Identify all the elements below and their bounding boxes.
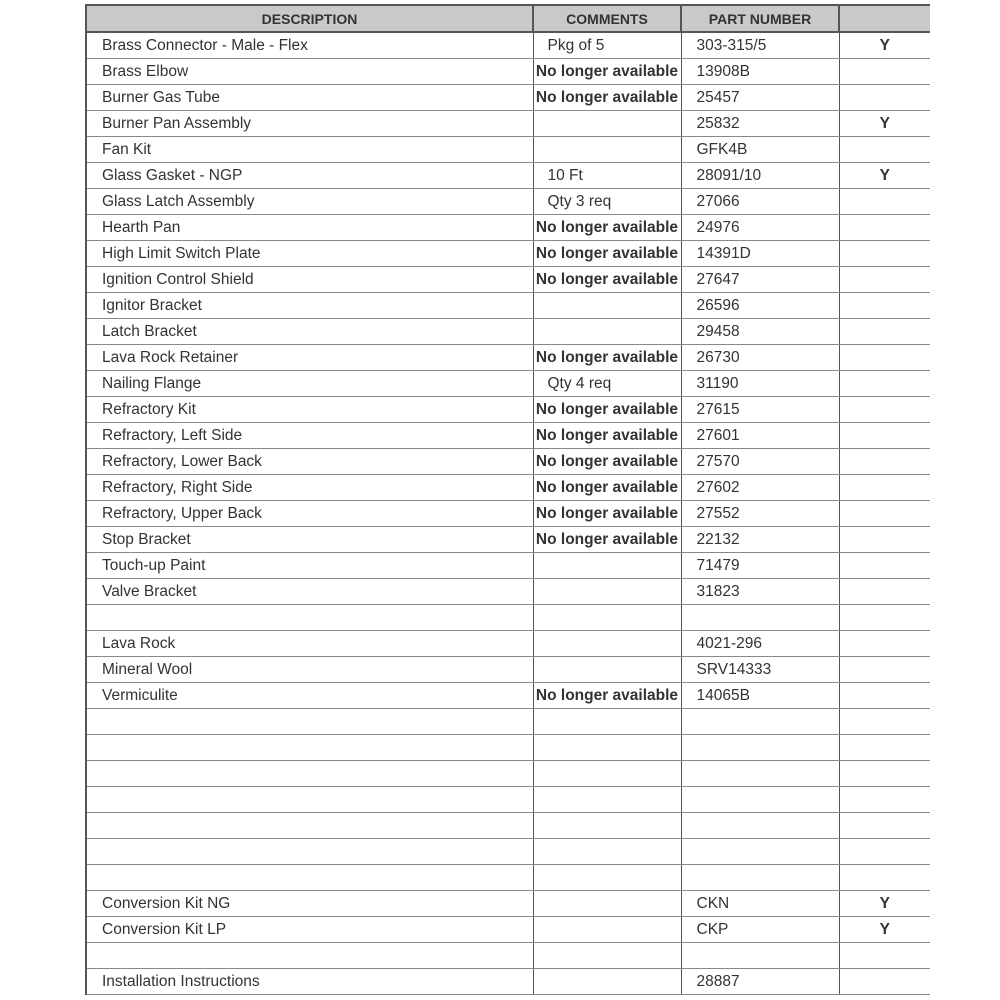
flag-cell: Y xyxy=(839,163,930,189)
table-row xyxy=(86,475,930,501)
part-number-cell xyxy=(681,865,839,891)
description-cell: Stop Bracket xyxy=(86,527,533,553)
table-row xyxy=(86,813,930,839)
description-cell xyxy=(86,735,533,761)
part-number-cell xyxy=(681,605,839,631)
flag-cell: Y xyxy=(839,891,930,917)
comment-cell: No longer available xyxy=(533,501,681,527)
description-cell: High Limit Switch Plate xyxy=(86,241,533,267)
header-description: DESCRIPTION xyxy=(86,5,533,32)
flag-cell xyxy=(839,605,930,631)
part-number-cell: 14391D xyxy=(681,241,839,267)
part-number-cell: 27647 xyxy=(681,267,839,293)
part-number-cell: 27601 xyxy=(681,423,839,449)
table-row xyxy=(86,449,930,475)
description-cell: Conversion Kit NG xyxy=(86,891,533,917)
table-row xyxy=(86,32,930,59)
part-number-cell: 4021-296 xyxy=(681,631,839,657)
comment-cell: Qty 3 req xyxy=(533,189,681,215)
flag-cell xyxy=(839,579,930,605)
table-row xyxy=(86,943,930,969)
part-number-cell: 14065B xyxy=(681,683,839,709)
table-row xyxy=(86,709,930,735)
part-number-cell xyxy=(681,787,839,813)
comment-cell xyxy=(533,579,681,605)
description-cell xyxy=(86,709,533,735)
flag-cell xyxy=(839,709,930,735)
part-number-cell: 13908B xyxy=(681,59,839,85)
part-number-cell: 26596 xyxy=(681,293,839,319)
table-row xyxy=(86,891,930,917)
comment-cell xyxy=(533,605,681,631)
comment-cell xyxy=(533,917,681,943)
flag-cell xyxy=(839,449,930,475)
table-row xyxy=(86,501,930,527)
table-row xyxy=(86,605,930,631)
parts-table xyxy=(85,4,930,995)
comment-cell xyxy=(533,631,681,657)
comment-cell xyxy=(533,865,681,891)
description-cell: Valve Bracket xyxy=(86,579,533,605)
table-row xyxy=(86,553,930,579)
description-cell: Vermiculite xyxy=(86,683,533,709)
flag-cell xyxy=(839,527,930,553)
comment-cell: No longer available xyxy=(533,475,681,501)
table-row xyxy=(86,319,930,345)
description-cell: Glass Latch Assembly xyxy=(86,189,533,215)
table-row xyxy=(86,657,930,683)
part-number-cell: SRV14333 xyxy=(681,657,839,683)
table-row xyxy=(86,267,930,293)
table-row xyxy=(86,189,930,215)
comment-cell: No longer available xyxy=(533,215,681,241)
comment-cell: No longer available xyxy=(533,241,681,267)
flag-cell xyxy=(839,423,930,449)
part-number-cell: 28887 xyxy=(681,969,839,995)
description-cell: Refractory, Right Side xyxy=(86,475,533,501)
description-cell: Touch-up Paint xyxy=(86,553,533,579)
description-cell xyxy=(86,605,533,631)
table-row xyxy=(86,371,930,397)
part-number-cell: 27570 xyxy=(681,449,839,475)
part-number-cell: CKP xyxy=(681,917,839,943)
part-number-cell xyxy=(681,709,839,735)
flag-cell xyxy=(839,683,930,709)
part-number-cell: 27552 xyxy=(681,501,839,527)
table-row xyxy=(86,137,930,163)
table-header-row xyxy=(86,5,930,32)
comment-cell xyxy=(533,657,681,683)
header-comments: COMMENTS xyxy=(533,5,681,32)
flag-cell xyxy=(839,137,930,163)
table-row xyxy=(86,527,930,553)
part-number-cell: 28091/10 xyxy=(681,163,839,189)
part-number-cell: 27615 xyxy=(681,397,839,423)
description-cell: Refractory, Lower Back xyxy=(86,449,533,475)
part-number-cell xyxy=(681,943,839,969)
table-row xyxy=(86,241,930,267)
part-number-cell: 27066 xyxy=(681,189,839,215)
description-cell: Glass Gasket - NGP xyxy=(86,163,533,189)
flag-cell xyxy=(839,345,930,371)
flag-cell xyxy=(839,657,930,683)
flag-cell xyxy=(839,241,930,267)
flag-cell xyxy=(839,553,930,579)
description-cell: Lava Rock xyxy=(86,631,533,657)
flag-cell xyxy=(839,293,930,319)
comment-cell xyxy=(533,839,681,865)
comment-cell: No longer available xyxy=(533,267,681,293)
description-cell: Burner Gas Tube xyxy=(86,85,533,111)
flag-cell: Y xyxy=(839,32,930,59)
flag-cell: Y xyxy=(839,111,930,137)
comment-cell: No longer available xyxy=(533,527,681,553)
flag-cell xyxy=(839,267,930,293)
part-number-cell: 31823 xyxy=(681,579,839,605)
flag-cell: Y xyxy=(839,917,930,943)
table-row xyxy=(86,735,930,761)
comment-cell xyxy=(533,293,681,319)
table-row xyxy=(86,85,930,111)
flag-cell xyxy=(839,735,930,761)
part-number-cell: 29458 xyxy=(681,319,839,345)
table-row xyxy=(86,163,930,189)
description-cell xyxy=(86,865,533,891)
description-cell: Brass Connector - Male - Flex xyxy=(86,32,533,59)
comment-cell: No longer available xyxy=(533,683,681,709)
flag-cell xyxy=(839,839,930,865)
description-cell: Burner Pan Assembly xyxy=(86,111,533,137)
description-cell xyxy=(86,943,533,969)
comment-cell xyxy=(533,709,681,735)
comment-cell xyxy=(533,735,681,761)
comment-cell xyxy=(533,553,681,579)
flag-cell xyxy=(839,397,930,423)
table-row xyxy=(86,215,930,241)
flag-cell xyxy=(839,371,930,397)
table-row xyxy=(86,761,930,787)
description-cell: Hearth Pan xyxy=(86,215,533,241)
table-row xyxy=(86,293,930,319)
flag-cell xyxy=(839,189,930,215)
description-cell: Brass Elbow xyxy=(86,59,533,85)
description-cell: Nailing Flange xyxy=(86,371,533,397)
comment-cell: No longer available xyxy=(533,85,681,111)
comment-cell xyxy=(533,319,681,345)
description-cell: Conversion Kit LP xyxy=(86,917,533,943)
description-cell: Lava Rock Retainer xyxy=(86,345,533,371)
table-row xyxy=(86,917,930,943)
flag-cell xyxy=(839,501,930,527)
description-cell: Ignitor Bracket xyxy=(86,293,533,319)
flag-cell xyxy=(839,215,930,241)
description-cell xyxy=(86,839,533,865)
comment-cell: Qty 4 req xyxy=(533,371,681,397)
table-row xyxy=(86,631,930,657)
description-cell: Refractory, Left Side xyxy=(86,423,533,449)
comment-cell: No longer available xyxy=(533,59,681,85)
flag-cell xyxy=(839,943,930,969)
description-cell xyxy=(86,761,533,787)
comment-cell xyxy=(533,813,681,839)
comment-cell: No longer available xyxy=(533,423,681,449)
comment-cell xyxy=(533,111,681,137)
flag-cell xyxy=(839,319,930,345)
table-row xyxy=(86,839,930,865)
table-row xyxy=(86,345,930,371)
part-number-cell: GFK4B xyxy=(681,137,839,163)
table-row xyxy=(86,111,930,137)
flag-cell xyxy=(839,969,930,995)
table-row xyxy=(86,397,930,423)
part-number-cell: 71479 xyxy=(681,553,839,579)
table-row xyxy=(86,865,930,891)
part-number-cell: 24976 xyxy=(681,215,839,241)
comment-cell xyxy=(533,761,681,787)
part-number-cell: 25832 xyxy=(681,111,839,137)
part-number-cell xyxy=(681,761,839,787)
part-number-cell xyxy=(681,839,839,865)
part-number-cell: 31190 xyxy=(681,371,839,397)
description-cell: Mineral Wool xyxy=(86,657,533,683)
description-cell: Refractory, Upper Back xyxy=(86,501,533,527)
description-cell xyxy=(86,813,533,839)
description-cell xyxy=(86,787,533,813)
comment-cell xyxy=(533,787,681,813)
description-cell: Fan Kit xyxy=(86,137,533,163)
description-cell: Installation Instructions xyxy=(86,969,533,995)
table-row xyxy=(86,969,930,995)
comment-cell: 10 Ft xyxy=(533,163,681,189)
flag-cell xyxy=(839,631,930,657)
description-cell: Latch Bracket xyxy=(86,319,533,345)
flag-cell xyxy=(839,85,930,111)
comment-cell: Pkg of 5 xyxy=(533,32,681,59)
comment-cell: No longer available xyxy=(533,449,681,475)
header-part-number: PART NUMBER xyxy=(681,5,839,32)
part-number-cell: 303-315/5 xyxy=(681,32,839,59)
table-row xyxy=(86,59,930,85)
flag-cell xyxy=(839,787,930,813)
flag-cell xyxy=(839,761,930,787)
comment-cell: No longer available xyxy=(533,345,681,371)
comment-cell xyxy=(533,137,681,163)
description-cell: Refractory Kit xyxy=(86,397,533,423)
comment-cell: No longer available xyxy=(533,397,681,423)
part-number-cell: 25457 xyxy=(681,85,839,111)
description-cell: Ignition Control Shield xyxy=(86,267,533,293)
comment-cell xyxy=(533,891,681,917)
flag-cell xyxy=(839,813,930,839)
table-row xyxy=(86,423,930,449)
comment-cell xyxy=(533,969,681,995)
part-number-cell xyxy=(681,735,839,761)
part-number-cell: CKN xyxy=(681,891,839,917)
header-flag xyxy=(839,5,930,32)
flag-cell xyxy=(839,59,930,85)
part-number-cell: 26730 xyxy=(681,345,839,371)
part-number-cell: 27602 xyxy=(681,475,839,501)
flag-cell xyxy=(839,865,930,891)
part-number-cell: 22132 xyxy=(681,527,839,553)
table-row xyxy=(86,579,930,605)
flag-cell xyxy=(839,475,930,501)
table-row xyxy=(86,787,930,813)
part-number-cell xyxy=(681,813,839,839)
table-row xyxy=(86,683,930,709)
comment-cell xyxy=(533,943,681,969)
